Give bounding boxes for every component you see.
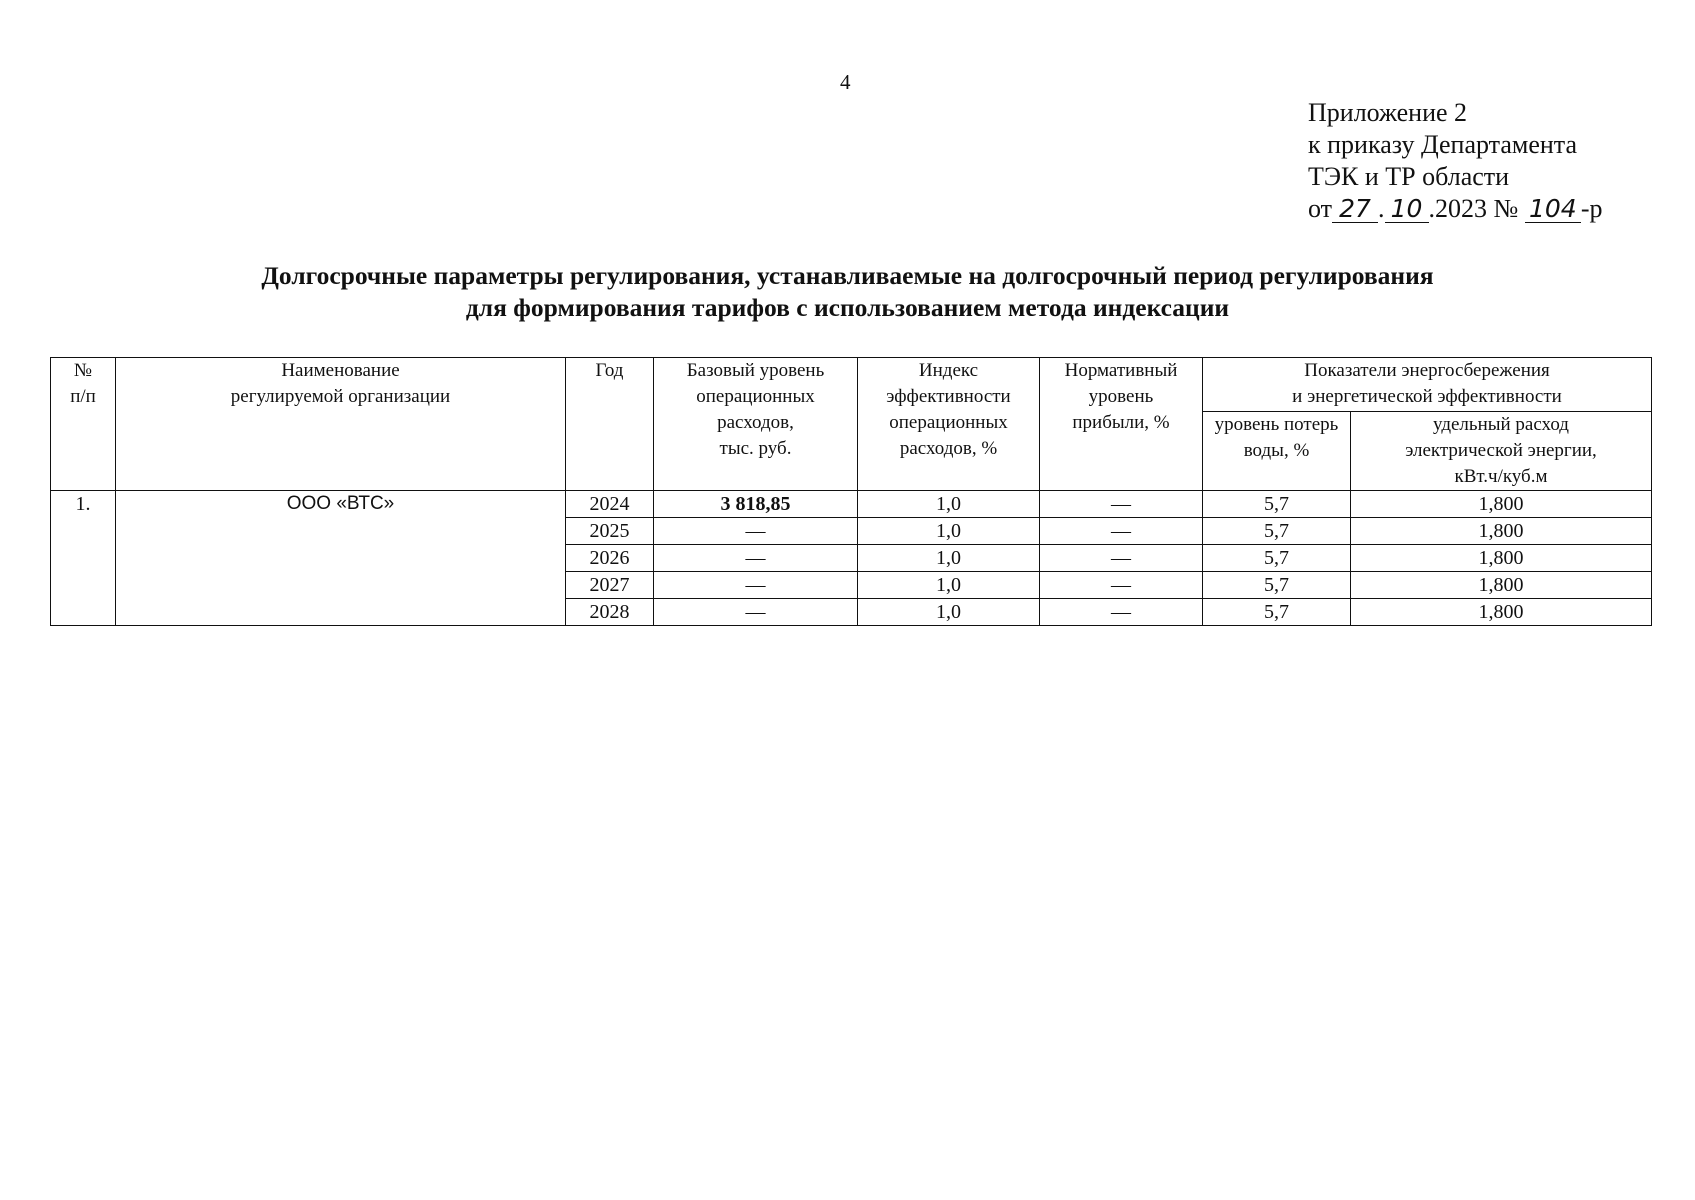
header-profit-level: Нормативный уровень прибыли, % — [1040, 358, 1203, 491]
cell-base-opex: — — [654, 599, 858, 626]
cell-efficiency-index: 1,0 — [858, 545, 1040, 572]
cell-water-losses: 5,7 — [1203, 572, 1351, 599]
title-line-2: для формирования тарифов с использованием метода индексации — [465, 293, 1230, 322]
cell-base-opex: — — [654, 572, 858, 599]
handwritten-doc-number: 104 — [1525, 196, 1581, 223]
cell-efficiency-index: 1,0 — [858, 518, 1040, 545]
cell-base-opex: — — [654, 545, 858, 572]
date-prefix: от — [1308, 194, 1333, 223]
cell-base-opex: — — [654, 518, 858, 545]
cell-profit-level: — — [1040, 599, 1203, 626]
appendix-line-3: ТЭК и ТР области — [1308, 162, 1510, 191]
handwritten-day: 27 — [1332, 196, 1378, 223]
header-base-opex: Базовый уровень операционных расходов, тыс. руб. — [654, 358, 858, 491]
appendix-line-2: к приказу Департамента — [1308, 130, 1578, 159]
header-energy-group: Показатели энергосбережения и энергетической эффективности — [1203, 358, 1652, 412]
document-title — [0, 260, 1695, 324]
appendix-block — [1308, 97, 1603, 225]
page-number: 4 — [840, 70, 851, 94]
cell-profit-level: — — [1040, 491, 1203, 518]
header-efficiency-index: Индекс эффективности операционных расходов, % — [858, 358, 1040, 491]
title-line-1: Долгосрочные параметры регулирования, устанавливаемые на долгосрочный период регулирования — [261, 261, 1434, 290]
cell-year: 2028 — [566, 599, 654, 626]
cell-base-opex: 3 818,85 — [654, 491, 858, 518]
appendix-line-1: Приложение 2 — [1308, 98, 1468, 127]
cell-profit-level: — — [1040, 572, 1203, 599]
org-number: 1. — [51, 491, 116, 626]
cell-year: 2024 — [566, 491, 654, 518]
header-energy-consumption: удельный расход электрической энергии, кВт.ч/куб.м — [1351, 412, 1652, 491]
cell-efficiency-index: 1,0 — [858, 572, 1040, 599]
cell-energy-consumption: 1,800 — [1351, 518, 1652, 545]
cell-profit-level: — — [1040, 545, 1203, 572]
cell-water-losses: 5,7 — [1203, 599, 1351, 626]
cell-year: 2026 — [566, 545, 654, 572]
cell-energy-consumption: 1,800 — [1351, 491, 1652, 518]
cell-year: 2025 — [566, 518, 654, 545]
cell-energy-consumption: 1,800 — [1351, 545, 1652, 572]
date-year: .2023 № — [1428, 194, 1519, 223]
header-year: Год — [566, 358, 654, 491]
cell-water-losses: 5,7 — [1203, 518, 1351, 545]
org-name: ООО «ВТС» — [116, 491, 566, 626]
table-row — [51, 491, 1652, 518]
handwritten-month: 10 — [1385, 196, 1429, 223]
header-water-losses: уровень потерь воды, % — [1203, 412, 1351, 491]
doc-suffix: -р — [1580, 194, 1603, 223]
header-num: № п/п — [51, 358, 116, 491]
parameters-table — [50, 357, 1652, 626]
cell-efficiency-index: 1,0 — [858, 599, 1040, 626]
cell-energy-consumption: 1,800 — [1351, 572, 1652, 599]
header-org-name: Наименование регулируемой организации — [116, 358, 566, 491]
cell-water-losses: 5,7 — [1203, 491, 1351, 518]
cell-water-losses: 5,7 — [1203, 545, 1351, 572]
cell-year: 2027 — [566, 572, 654, 599]
cell-energy-consumption: 1,800 — [1351, 599, 1652, 626]
appendix-date-line: от 27 . 10 .2023 № 104 -р — [1308, 194, 1603, 223]
cell-efficiency-index: 1,0 — [858, 491, 1040, 518]
cell-profit-level: — — [1040, 518, 1203, 545]
